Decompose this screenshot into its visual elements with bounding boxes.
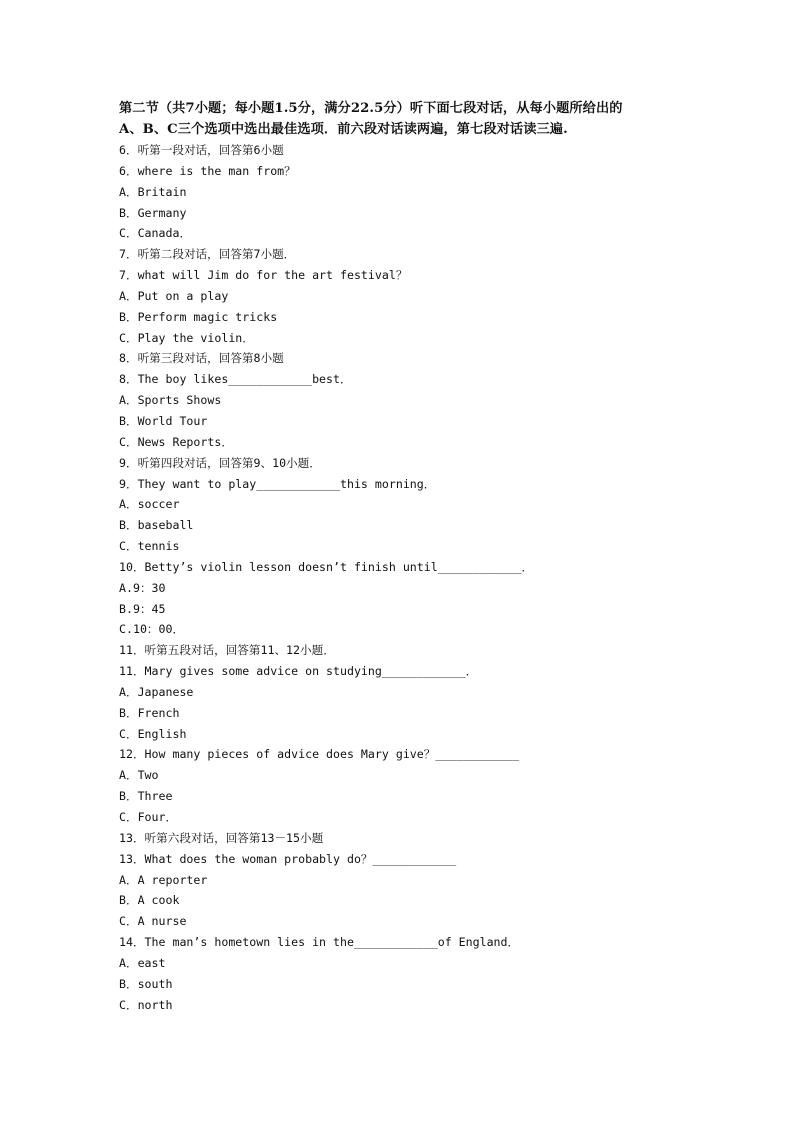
question-line: B．A cook	[119, 893, 180, 908]
question-line: 11．听第五段对话，回答第11、12小题．	[119, 643, 335, 658]
question-line: 10．Betty’s violin lesson doesn’t finish until____________．	[119, 559, 534, 574]
question-line: 9．听第四段对话，回答第9、10小题．	[119, 455, 321, 470]
question-line: 7．what will Jim do for the art festival？	[119, 268, 408, 283]
question-line: A.9：30	[119, 580, 166, 595]
question-line: A．Sports Shows	[119, 393, 222, 408]
question-line: 7．听第二段对话，回答第7小题．	[119, 247, 296, 262]
question-line: 12．How many pieces of advice does Mary give？____________	[119, 747, 520, 762]
question-line: A．Two	[119, 768, 159, 783]
question-line: A．A reporter	[119, 872, 208, 887]
question-line: B．south	[119, 976, 173, 991]
question-line: C．Four．	[119, 810, 178, 824]
question-line: C．English	[119, 726, 187, 741]
question-line: C．Play the violin．	[119, 330, 254, 345]
section-header-line-1: 第二节（共7小题；每小题1.5分，满分22.5分）听下面七段对话，从每小题所给出的	[119, 101, 623, 116]
question-line: B．baseball	[119, 518, 194, 533]
question-line: B．Perform magic tricks	[119, 309, 278, 324]
question-line: B．World Tour	[119, 413, 208, 428]
question-line: 14．The man’s hometown lies in the____________of England．	[119, 935, 520, 950]
question-line: 8．The boy likes____________best．	[119, 372, 352, 387]
question-line: 6．where is the man from？	[119, 163, 296, 178]
question-line: A．Britain	[119, 184, 187, 199]
question-line: A．Japanese	[119, 684, 194, 699]
question-line: B．Germany	[119, 205, 187, 220]
question-line: 6．听第一段对话，回答第6小题	[119, 143, 284, 157]
question-line: B．French	[119, 705, 180, 720]
question-line: B.9：45	[119, 601, 166, 616]
question-list	[119, 140, 679, 1015]
question-line: 13．What does the woman probably do？____________	[119, 851, 457, 866]
question-line: C．A nurse	[119, 914, 187, 929]
question-line: 13．听第六段对话，回答第13－15小题	[119, 830, 324, 845]
section-header-line-2: A、B、C三个选项中选出最佳选项．前六段对话读两遍，第七段对话读三遍.	[119, 122, 568, 137]
question-line: C．tennis	[119, 539, 180, 554]
question-line: B．Three	[119, 789, 173, 804]
question-line: 8．听第三段对话，回答第8小题	[119, 351, 284, 366]
question-line: A．soccer	[119, 497, 180, 512]
question-line: C．Canada．	[119, 226, 192, 241]
question-line: A．Put on a play	[119, 288, 229, 303]
question-line: 9．They want to play____________this morning．	[119, 476, 436, 491]
exam-page	[119, 98, 679, 1015]
question-line: C.10：00．	[119, 622, 185, 637]
question-line: A．east	[119, 955, 166, 970]
question-line: C．News Reports．	[119, 434, 233, 449]
question-line: 11．Mary gives some advice on studying____________．	[119, 664, 478, 679]
question-line: C．north	[119, 997, 173, 1012]
